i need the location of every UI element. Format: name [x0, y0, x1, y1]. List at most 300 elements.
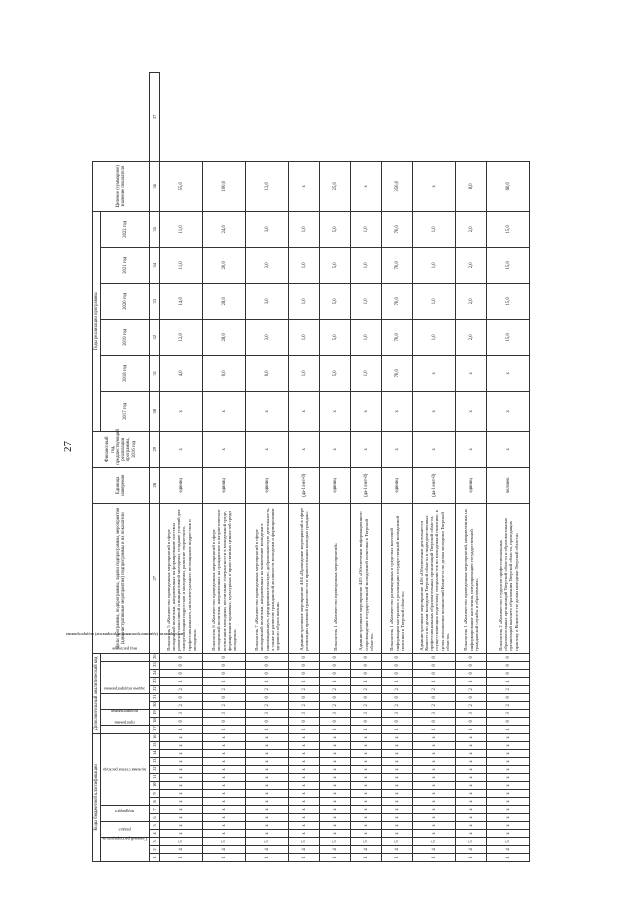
code-cell: 1	[289, 677, 320, 685]
value-2021-cell: 5,0	[320, 247, 351, 283]
code-cell: x	[289, 782, 320, 790]
code-cell: x	[413, 830, 456, 838]
year-2017-header: 2017 год	[101, 391, 150, 431]
column-number: 24	[150, 669, 160, 677]
code-cell: x	[320, 733, 351, 741]
code-cell: 0	[351, 693, 382, 701]
code-cell: 2	[246, 685, 289, 693]
code-cell: x	[456, 830, 487, 838]
value-2022-cell: 11,0	[160, 211, 203, 247]
code-cell: 2	[456, 685, 487, 693]
value-2021-cell: 2,0	[456, 247, 487, 283]
code-cell: x	[246, 750, 289, 758]
code-cell: x	[320, 830, 351, 838]
code-cell: x	[203, 798, 246, 806]
code-cell: x	[203, 733, 246, 741]
code-cell: x	[203, 822, 246, 830]
code-cell: x	[320, 790, 351, 798]
code-cell: x	[351, 782, 382, 790]
code-cell: 0	[289, 661, 320, 669]
code-cell: x	[456, 814, 487, 822]
column-number: 9	[150, 790, 160, 798]
value-2020-cell: 28,0	[203, 283, 246, 319]
code-cell: x	[382, 822, 413, 830]
column-number: 12	[150, 766, 160, 774]
code-cell: x	[203, 830, 246, 838]
event-type-header: вид расходов	[101, 653, 150, 661]
value-2018-cell: 70,0	[382, 355, 413, 391]
value-2022-cell: 1,0	[413, 211, 456, 247]
code-cell: 0	[351, 717, 382, 725]
code-cell: 1	[382, 677, 413, 685]
code-cell: 2	[382, 685, 413, 693]
code-cell: 0	[382, 653, 413, 661]
code-cell: x	[487, 814, 530, 822]
code-cell: x	[203, 806, 246, 814]
column-number: 20	[150, 701, 160, 709]
code-cell: 0	[487, 693, 530, 701]
code-cell: 0	[289, 717, 320, 725]
value-2017-cell: x	[160, 391, 203, 431]
code-cell: 0	[487, 653, 530, 661]
value-2018-cell: 1,0	[351, 355, 382, 391]
code-cell: x	[487, 790, 530, 798]
code-cell: x	[456, 766, 487, 774]
code-cell: 5	[413, 838, 456, 846]
finance-cell: x	[320, 431, 351, 467]
code-cell: x	[487, 774, 530, 782]
code-cell: 0	[351, 669, 382, 677]
code-cell: x	[203, 782, 246, 790]
code-cell: x	[320, 758, 351, 766]
column-number: 14	[150, 750, 160, 758]
total-cell: x	[413, 161, 456, 211]
code-cell: 4	[382, 846, 413, 854]
code-cell: 0	[456, 653, 487, 661]
unit-cell: единиц	[160, 467, 203, 503]
code-cell: 1	[203, 725, 246, 733]
value-2017-cell: x	[382, 391, 413, 431]
value-2021-cell: 15,0	[487, 247, 530, 283]
value-2020-cell: 14,0	[160, 283, 203, 319]
finance-cell: x	[382, 431, 413, 467]
code-cell: x	[351, 742, 382, 750]
code-cell: 1	[351, 677, 382, 685]
value-2021-cell: 70,0	[382, 247, 413, 283]
code-cell: x	[203, 750, 246, 758]
description-cell: Показатель 1 «Количество размещенных в средствах массовой информации материалов о реализации государственной молодежной политики в Тверской области»	[382, 503, 413, 653]
code-cell: x	[351, 798, 382, 806]
column-number-row	[150, 73, 160, 862]
code-cell: 0	[456, 669, 487, 677]
code-cell: 5	[160, 838, 203, 846]
value-2018-cell: 1,0	[289, 355, 320, 391]
column-number: 36	[150, 161, 160, 211]
value-2018-cell: x	[487, 355, 530, 391]
code-cell: 2	[320, 701, 351, 709]
value-2020-cell: 1,0	[289, 283, 320, 319]
unit-cell: (да-1/нет-0)	[351, 467, 382, 503]
admin-header: Главный распорядитель	[101, 838, 150, 862]
finance-cell: x	[246, 431, 289, 467]
code-cell: x	[351, 766, 382, 774]
code-cell: x	[487, 822, 530, 830]
description-cell: Показатель 1 «Количество проведенных мероприятий»	[320, 503, 351, 653]
value-2018-cell: 5,0	[320, 355, 351, 391]
code-cell: 2	[160, 701, 203, 709]
code-cell: x	[456, 742, 487, 750]
value-2019-cell: 5,0	[320, 319, 351, 355]
code-cell: 2	[160, 685, 203, 693]
code-cell: 1	[289, 725, 320, 733]
code-cell: x	[382, 782, 413, 790]
code-cell: x	[413, 806, 456, 814]
unit-cell: единиц	[203, 467, 246, 503]
code-cell: x	[413, 774, 456, 782]
code-cell: 0	[351, 661, 382, 669]
column-number: 21	[150, 693, 160, 701]
code-cell: 0	[413, 717, 456, 725]
code-cell: 1	[413, 854, 456, 862]
code-cell: 0	[456, 693, 487, 701]
description-cell: Показатель 1 «Количество проведенных мероприятий, направленных на информирование населения, популяризацию государственной гражданской службы и образования»	[456, 503, 487, 653]
code-cell: 4	[203, 846, 246, 854]
code-cell: 4	[413, 846, 456, 854]
value-2020-cell: 5,0	[320, 283, 351, 319]
column-number: 18	[150, 717, 160, 725]
code-cell: 2	[382, 701, 413, 709]
value-2017-cell: x	[203, 391, 246, 431]
finance-cell: x	[351, 431, 382, 467]
finance-header: Финансовый год, предшествующий реализации программы, 2016 год	[93, 431, 150, 467]
program-code-header: Дополнительный аналитический код	[93, 653, 101, 733]
code-cell: 0	[487, 717, 530, 725]
code-cell: x	[160, 742, 203, 750]
column-number: 4	[150, 830, 160, 838]
code-cell: 1	[351, 854, 382, 862]
code-cell: 0	[413, 653, 456, 661]
code-cell: 1	[246, 677, 289, 685]
table-row	[456, 73, 487, 862]
value-2018-cell: 0,0	[203, 355, 246, 391]
code-cell: 0	[246, 693, 289, 701]
code-cell: 0	[246, 669, 289, 677]
code-cell: 0	[246, 661, 289, 669]
code-cell: 2	[413, 685, 456, 693]
value-2021-cell: 1,0	[289, 247, 320, 283]
code-cell: 1	[456, 725, 487, 733]
code-cell: 4	[351, 846, 382, 854]
value-2020-cell: 3,0	[246, 283, 289, 319]
column-number: 28	[150, 467, 160, 503]
total-cell: 350,0	[382, 161, 413, 211]
finance-cell: x	[160, 431, 203, 467]
code-cell: x	[246, 766, 289, 774]
table-row	[246, 73, 289, 862]
code-cell: x	[320, 750, 351, 758]
total-cell: 8,0	[456, 161, 487, 211]
code-cell: x	[382, 742, 413, 750]
code-cell: 2	[487, 685, 530, 693]
code-cell: x	[382, 830, 413, 838]
column-number: 8	[150, 798, 160, 806]
column-number: 3	[150, 838, 160, 846]
code-cell: 1	[320, 725, 351, 733]
total-cell: x	[351, 161, 382, 211]
code-cell: x	[289, 766, 320, 774]
value-2018-cell: 4,0	[160, 355, 203, 391]
program-header: программа	[101, 725, 150, 733]
code-cell: x	[456, 782, 487, 790]
year-2020-header: 2020 год	[101, 283, 150, 319]
code-cell: x	[203, 766, 246, 774]
code-cell: 2	[413, 701, 456, 709]
code-cell: x	[487, 766, 530, 774]
code-cell: 0	[289, 653, 320, 661]
code-cell: 5	[246, 838, 289, 846]
section-header: раздел	[101, 822, 150, 838]
rotated-content	[66, 72, 522, 862]
code-cell: x	[160, 822, 203, 830]
column-number: 26	[150, 653, 160, 661]
description-cell: Показатель 6 «Количество проведенных мероприятий в сфере молодежной политики, направленных на гражданское и патриотическое воспитание молодежи, воспитание толерантности в молодежной среде, формирование правовых, культурных и нравственных ценностей среди молодежи»	[203, 503, 246, 653]
code-cell: x	[382, 806, 413, 814]
year-2022-header: 2022 год	[101, 211, 150, 247]
value-2017-cell: x	[289, 391, 320, 431]
value-2019-cell: 3,0	[246, 319, 289, 355]
code-cell: 4	[487, 846, 530, 854]
code-cell: x	[246, 790, 289, 798]
column-number: 29	[150, 431, 160, 467]
code-cell: x	[203, 742, 246, 750]
code-cell: 1	[487, 854, 530, 862]
column-number: 16	[150, 733, 160, 741]
value-2019-cell: 70,0	[382, 319, 413, 355]
column-number: 7	[150, 806, 160, 814]
code-cell: x	[382, 733, 413, 741]
code-cell: x	[487, 806, 530, 814]
code-cell: x	[413, 822, 456, 830]
code-cell: x	[456, 822, 487, 830]
code-cell: 0	[160, 669, 203, 677]
code-cell: 0	[160, 653, 203, 661]
code-cell: 5	[382, 838, 413, 846]
code-cell: 5	[203, 838, 246, 846]
code-cell: 1	[382, 854, 413, 862]
code-cell: x	[289, 750, 320, 758]
code-cell: x	[289, 733, 320, 741]
value-2020-cell: 1,0	[413, 283, 456, 319]
code-cell: x	[487, 830, 530, 838]
column-number: 27	[150, 503, 160, 653]
code-cell: 3	[351, 709, 382, 717]
description-cell: Показатель 2 «Количество студентов профессиональных образовательных организаций Тверской области и образовательных организаций высшего образования Тверской области, проходящих практику в Комитете по делам молодежи Тверской области»	[487, 503, 530, 653]
code-cell: x	[351, 758, 382, 766]
column-number: 19	[150, 709, 160, 717]
code-cell: x	[160, 806, 203, 814]
total-cell: 25,0	[320, 161, 351, 211]
code-cell: 0	[487, 669, 530, 677]
code-cell: x	[160, 758, 203, 766]
code-cell: 5	[351, 838, 382, 846]
code-cell: 0	[289, 669, 320, 677]
total-cell: 12,0	[246, 161, 289, 211]
code-cell: x	[456, 774, 487, 782]
code-cell: 0	[456, 717, 487, 725]
code-cell: 0	[246, 653, 289, 661]
table-row	[382, 73, 413, 862]
code-cell: x	[413, 782, 456, 790]
column-number: 23	[150, 677, 160, 685]
code-cell: 2	[203, 685, 246, 693]
code-cell: x	[289, 774, 320, 782]
value-2019-cell: 2,0	[456, 319, 487, 355]
total-cell: 55,0	[160, 161, 203, 211]
column-number: 1	[150, 854, 160, 862]
table-body	[150, 73, 530, 862]
code-cell: x	[246, 806, 289, 814]
code-cell: 0	[413, 693, 456, 701]
unit-cell: (да-1/нет-0)	[413, 467, 456, 503]
code-cell: 2	[320, 685, 351, 693]
value-2021-cell: 1,0	[351, 247, 382, 283]
code-cell: x	[487, 742, 530, 750]
column-number: 17	[150, 725, 160, 733]
value-2022-cell: 1,0	[289, 211, 320, 247]
code-cell: 2	[289, 701, 320, 709]
rotated-page	[66, 72, 522, 862]
code-cell: x	[413, 814, 456, 822]
value-2022-cell: 70,0	[382, 211, 413, 247]
finance-cell: x	[289, 431, 320, 467]
column-number: 32	[150, 319, 160, 355]
code-cell: x	[203, 758, 246, 766]
code-cell: 1	[487, 677, 530, 685]
code-cell: x	[203, 790, 246, 798]
unit-cell: единиц	[456, 467, 487, 503]
code-cell: x	[413, 790, 456, 798]
code-cell: x	[351, 822, 382, 830]
code-cell: 3	[203, 709, 246, 717]
year-2021-header: 2021 год	[101, 247, 150, 283]
code-cell: x	[413, 758, 456, 766]
value-2017-cell: x	[487, 391, 530, 431]
code-cell: x	[246, 830, 289, 838]
code-cell: 4	[456, 846, 487, 854]
value-2017-cell: x	[351, 391, 382, 431]
code-cell: x	[320, 742, 351, 750]
description-cell: Административное мероприятие 4.06 «Обеспечение деятельности Комитета по делам молодежи Тверской области и подведомственных профессиональных образовательных организаций Тверской области, осуществляющих подготовку специалистов по молодежной политике, в целях исполнения полномочий Комитета по делам молодежи Тверской области»	[413, 503, 456, 653]
code-cell: 0	[203, 661, 246, 669]
code-cell: 1	[320, 677, 351, 685]
column-number: 30	[150, 391, 160, 431]
code-cell: 1	[203, 677, 246, 685]
description-cell: Административное мероприятие 4.05 «Обеспечение информационного сопровождения государственной молодежной политики в Тверской области»	[351, 503, 382, 653]
column-number: 13	[150, 758, 160, 766]
code-cell: 2	[351, 701, 382, 709]
code-cell: 1	[160, 677, 203, 685]
code-cell: 4	[160, 846, 203, 854]
code-cell: x	[456, 758, 487, 766]
value-2022-cell: 2,0	[456, 211, 487, 247]
value-2020-cell: 1,0	[351, 283, 382, 319]
code-cell: 0	[413, 661, 456, 669]
event-header: мероприятие (административное мероприятие) подпрограммы	[101, 661, 150, 693]
code-cell: 4	[246, 846, 289, 854]
code-cell: x	[160, 750, 203, 758]
code-cell: x	[160, 790, 203, 798]
code-cell: x	[289, 830, 320, 838]
finance-cell: x	[456, 431, 487, 467]
column-number: 2	[150, 846, 160, 854]
table-row	[320, 73, 351, 862]
value-2018-cell: x	[456, 355, 487, 391]
code-cell: 2	[203, 701, 246, 709]
code-cell: 5	[320, 838, 351, 846]
column-number: 15	[150, 742, 160, 750]
subsection-header: подраздел	[101, 806, 150, 822]
code-cell: 1	[382, 725, 413, 733]
column-number: 25	[150, 661, 160, 669]
code-cell: x	[320, 814, 351, 822]
unit-cell: единиц	[246, 467, 289, 503]
code-cell: 0	[320, 661, 351, 669]
code-cell: x	[487, 750, 530, 758]
code-cell: 1	[246, 725, 289, 733]
code-cell: 0	[320, 717, 351, 725]
code-cell: 3	[246, 709, 289, 717]
code-cell: 1	[487, 725, 530, 733]
unit-cell: единиц	[382, 467, 413, 503]
code-cell: x	[160, 733, 203, 741]
code-cell: 2	[351, 685, 382, 693]
code-cell: x	[456, 806, 487, 814]
code-cell: 1	[413, 725, 456, 733]
code-cell: x	[289, 814, 320, 822]
description-cell: Показатель 5 «Количество проведенных мероприятий в сфере молодежной политики, направленных на формирование системы развития талантливой и инициативной молодежи, создание условий для самореализации подростков и молодежи, развитие творческого, профессионального, интеллектуального потенциалов подростков и молодежи»	[160, 503, 203, 653]
column-number: 37	[150, 73, 160, 162]
code-cell: 0	[203, 669, 246, 677]
table-row	[351, 73, 382, 862]
code-cell: 5	[487, 838, 530, 846]
code-cell: x	[487, 782, 530, 790]
code-cell: x	[289, 790, 320, 798]
value-2022-cell: 3,0	[246, 211, 289, 247]
value-2021-cell: 11,0	[160, 247, 203, 283]
code-cell: x	[456, 733, 487, 741]
total-cell: 60,0	[487, 161, 530, 211]
code-cell: x	[382, 774, 413, 782]
code-cell: x	[246, 822, 289, 830]
name-header: Цели программы, подпрограммы, задачи подпрограммы, мероприятия (административные мероприятия) подпрограммы и их показатели	[93, 503, 150, 653]
value-2018-cell: 0,0	[246, 355, 289, 391]
table-row	[203, 73, 246, 862]
code-cell: 0	[320, 669, 351, 677]
value-2022-cell: 15,0	[487, 211, 530, 247]
code-cell: 0	[456, 661, 487, 669]
code-cell: 1	[456, 854, 487, 862]
finance-cell: x	[487, 431, 530, 467]
code-cell: x	[382, 798, 413, 806]
description-cell: Административное мероприятие 4.04 «Проведение мероприятий в сфере реализации правовой грамотности и правосознания молодых граждан»	[289, 503, 320, 653]
code-cell: x	[382, 750, 413, 758]
value-2020-cell: 15,0	[487, 283, 530, 319]
code-cell: 1	[351, 725, 382, 733]
total-cell: 100,0	[203, 161, 246, 211]
value-2019-cell: 28,0	[203, 319, 246, 355]
value-2020-cell: 70,0	[382, 283, 413, 319]
code-cell: x	[382, 766, 413, 774]
